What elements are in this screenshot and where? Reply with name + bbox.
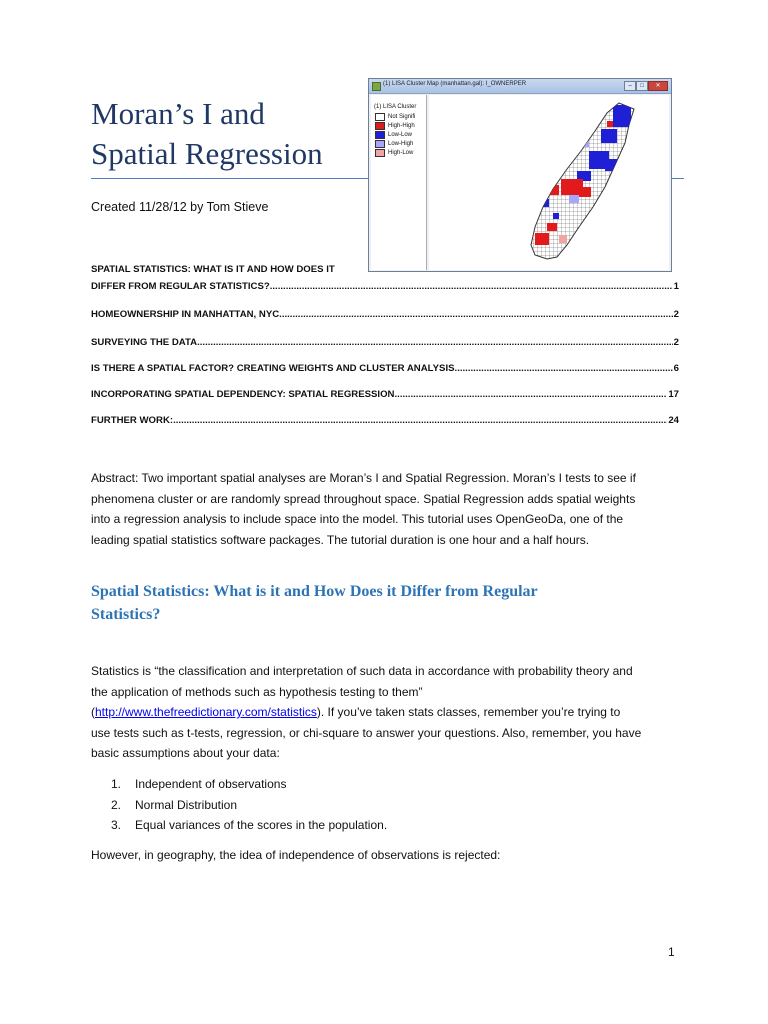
list-number: 3. — [111, 818, 122, 832]
toc-entry-text: HOMEOWNERSHIP IN MANHATTAN, NYC. — [91, 309, 282, 320]
toc-entry[interactable] — [91, 386, 679, 400]
legend-item: High-Low — [375, 149, 413, 157]
list-item — [111, 815, 387, 836]
page-number: 1 — [668, 945, 675, 959]
legend-swatch — [375, 113, 385, 121]
reference-link[interactable]: http://www.thefreedictionary.com/statistics — [95, 705, 317, 719]
toc-entry[interactable] — [91, 306, 679, 320]
abstract-line: Abstract: Two important spatial analyses are Moran’s I and Spatial Regression. Moran’s I tests to see if — [91, 471, 636, 485]
toc-entry[interactable] — [91, 360, 679, 374]
toc-page-number: 2 — [673, 309, 679, 320]
toc-entry[interactable] — [91, 334, 679, 348]
screenshot-window-title: (1) LISA Cluster Map (manhattan.gal): I_OWNERPER — [383, 81, 527, 87]
list-number: 1. — [111, 777, 122, 791]
abstract-line: into a regression analysis to include space into the model. This tutorial uses OpenGeoDa, one of the — [91, 512, 624, 526]
list-text: Independent of observations — [135, 777, 287, 791]
body-line: basic assumptions about your data: — [91, 746, 280, 760]
list-number: 2. — [111, 797, 122, 812]
toc-entry-text: SURVEYING THE DATA. — [91, 337, 200, 348]
body-line: use tests such as t-tests, regression, or chi-square to answer your questions. Also, remember, you have — [91, 725, 642, 740]
maximize-icon: □ — [636, 81, 648, 91]
body-line: Statistics is “the classification and interpretation of such data in accordance with probability theory and — [91, 664, 633, 678]
list-item — [111, 795, 387, 816]
legend-swatch — [375, 131, 385, 139]
toc-page-number: 17 — [668, 389, 679, 400]
toc-page-number: 6 — [673, 363, 679, 374]
toc-leader — [200, 337, 673, 348]
toc-leader — [282, 309, 673, 320]
app-icon — [372, 82, 381, 91]
toc-entry-text: FURTHER WORK: — [91, 415, 174, 426]
toc-page-number: 1 — [673, 281, 679, 292]
document-title — [91, 94, 323, 174]
abstract-paragraph — [91, 468, 681, 550]
toc-entry[interactable] — [91, 412, 679, 426]
list-text: Normal Distribution — [135, 797, 238, 812]
lisa-cluster-map-screenshot — [368, 78, 672, 272]
legend-pane — [371, 95, 427, 270]
legend-item: Not Signifi — [375, 113, 415, 121]
toc-leader — [173, 415, 667, 426]
toc-leader — [457, 363, 672, 374]
section-heading-line: Statistics? — [91, 606, 161, 623]
toc-entry-text-line: SPATIAL STATISTICS: WHAT IS IT AND HOW DOES IT — [91, 264, 335, 275]
list-item — [111, 774, 387, 795]
legend-item: Low-High — [375, 140, 413, 148]
map-pane — [429, 95, 669, 270]
toc-entry-text: DIFFER FROM REGULAR STATISTICS? — [91, 281, 270, 292]
legend-swatch — [375, 122, 385, 130]
created-by: Created 11/28/12 by Tom Stieve — [91, 200, 269, 214]
assumptions-list — [111, 774, 387, 836]
toc-entry[interactable] — [91, 264, 679, 292]
legend-swatch — [375, 149, 385, 157]
section-heading-line: Spatial Statistics: What is it and How Does it Differ from Regular — [91, 583, 538, 600]
title-line-2: Spatial Regression — [91, 136, 323, 171]
body-paragraph — [91, 661, 683, 764]
body-line: the application of methods such as hypothesis testing to them” — [91, 684, 423, 699]
closing-sentence: However, in geography, the idea of independence of observations is rejected: — [91, 848, 501, 862]
toc-leader — [394, 389, 667, 400]
abstract-line: leading spatial statistics software packages. The tutorial duration is one hour and a half hours. — [91, 532, 590, 547]
legend-swatch — [375, 140, 385, 148]
legend-item: High-High — [375, 122, 415, 130]
body-line: (http://www.thefreedictionary.com/statistics). If you’ve taken stats classes, remember you’re trying to — [91, 705, 621, 719]
title-line-1: Moran’s I and — [91, 96, 265, 131]
close-icon: ✕ — [648, 81, 668, 91]
legend-title: (1) LISA Cluster — [374, 104, 417, 110]
minimize-icon: – — [624, 81, 636, 91]
legend-item: Low-Low — [375, 131, 412, 139]
section-heading — [91, 580, 691, 626]
toc-entry-text: IS THERE A SPATIAL FACTOR? CREATING WEIGHTS AND CLUSTER ANALYSIS. — [91, 363, 458, 374]
abstract-line: phenomena cluster or are randomly spread throughout space. Spatial Regression adds spatial weights — [91, 491, 636, 506]
toc-page-number: 2 — [673, 337, 679, 348]
toc-page-number: 24 — [668, 415, 679, 426]
toc-leader — [270, 281, 673, 292]
manhattan-map — [429, 95, 669, 270]
screenshot-titlebar — [369, 79, 671, 94]
toc-entry-text: INCORPORATING SPATIAL DEPENDENCY: SPATIAL REGRESSION — [91, 389, 395, 400]
list-text: Equal variances of the scores in the population. — [135, 818, 388, 832]
